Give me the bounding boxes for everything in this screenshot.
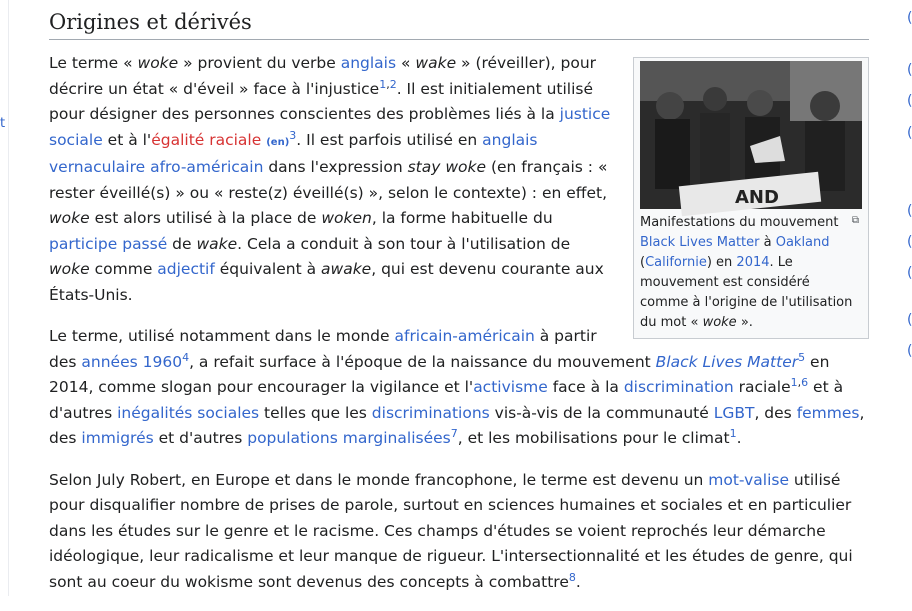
section-heading: Origines et dérivés [49, 5, 869, 40]
link-discrimination[interactable]: discrimination [623, 378, 734, 396]
reference-citation[interactable]: 1,2 [379, 77, 397, 91]
protest-photo[interactable] [640, 61, 862, 209]
right-sidebar-fragment[interactable]: ( [907, 10, 912, 26]
link-black-lives-matter-text[interactable]: Black Lives Matter [655, 352, 799, 371]
right-sidebar-edge [906, 0, 910, 596]
link-lgbt[interactable]: LGBT [713, 403, 755, 422]
reference-citation[interactable]: 7 [450, 426, 458, 440]
link-africain-americain[interactable]: africain-américain [394, 327, 535, 345]
right-sidebar-fragment[interactable]: ( [907, 125, 912, 141]
link-californie[interactable]: Californie [645, 255, 707, 270]
reference-citation[interactable]: 8 [568, 570, 576, 584]
right-sidebar-fragment[interactable]: ( [907, 62, 912, 78]
link-2014[interactable]: 2014 [736, 255, 770, 270]
right-sidebar-fragment[interactable]: ( [907, 93, 912, 109]
right-sidebar-fragment[interactable]: ( [907, 234, 912, 250]
link-anglais-vernaculaire[interactable]: anglais vernaculaire afro-américain [49, 130, 538, 176]
reference-citation[interactable]: 5 [798, 350, 806, 364]
left-sidebar-edge [0, 0, 9, 596]
link-oakland[interactable]: Oakland [775, 235, 830, 250]
paragraph-usage: Le terme, utilisé notamment dans le monde africain-américain à partir des années 1960$^4$, a refait surface à l'époque de la naissance du mouvement Black Lives Matter$^5$ en 2014, comme slogan pour encourager la vigilance et l'activisme face à la discrimination raciale$^{1,6}$ et à d'autres inégalités sociales telles que les discriminations vis-à-vis de la communauté LGBT, des femmes, des immigrés et d'autres populations marginalisées$^7$, et les mobilisations pour le climat$^1$. [49, 327, 865, 447]
link-egalite-raciale[interactable]: égalité raciale [151, 130, 262, 149]
reference-citation[interactable]: 1,6 [790, 375, 809, 389]
link-inegalites-sociales[interactable]: inégalités sociales [117, 403, 260, 422]
link-en-interlanguage[interactable]: (en) [266, 136, 290, 148]
link-participe-passe[interactable]: participe passé [49, 234, 168, 253]
link-mot-valise[interactable]: mot-valise [708, 470, 789, 489]
right-sidebar-fragment[interactable]: ( [907, 203, 912, 219]
link-femmes[interactable]: femmes [796, 403, 860, 422]
paragraph-origin: Le terme « woke » provient du verbe anglais « wake » (réveiller), pour décrire un état « d'éveil » face à l'injustice$^{1,2}$. Il est initialement utilisé pour désigner des personnes conscientes des problèmes liés à la justice sociale et à l'égalité raciale (en)$^3$. Il est parfois utilisé en anglais vernaculaire afro-américain dans l'expression stay woke (en français : « rester éveillé(s) » ou « reste(z) éveillé(s) », selon le contexte) : en effet, woke est alors utilisé à la place de woken, la forme habituelle du participe passé de wake. Cela a conduit à son tour à l'utilisation de woke comme adjectif équivalent à awake, qui est devenu courante aux États-Unis. [49, 54, 611, 304]
link-anglais[interactable]: anglais [340, 54, 397, 72]
right-sidebar-fragment[interactable]: ( [907, 312, 912, 328]
link-adjectif[interactable]: adjectif [157, 260, 215, 278]
paragraph-europe: Selon July Robert, en Europe et dans le monde francophone, le terme est devenu un mot-valise utilisé pour disqualifier nombre de prises de parole, surtout en sciences humaines et sociales et en particulier dans les études sur le genre et le racisme. Ces champs d'études se voient reprochés leur démarche idéologique, leur radicalisme et leur manque de rigueur. L'intersectionnalité et les études de genre, qui sont au coeur du wokisme sont devenus des concepts à combattre$^8$. [49, 470, 853, 591]
figure-thumbnail [633, 57, 869, 339]
right-sidebar-fragment[interactable]: ( [907, 343, 912, 359]
link-discriminations[interactable]: discriminations [371, 403, 490, 422]
magnify-icon[interactable]: ⧉ [851, 215, 859, 226]
reference-citation[interactable]: 1 [729, 426, 737, 440]
link-populations-marginalisees[interactable]: populations marginalisées [247, 429, 451, 447]
left-sidebar-link-fragment[interactable]: t [0, 116, 6, 131]
figure-caption: ⧉ Manifestations du mouvement Black Lives Matter à Oakland (Californie) en 2014. Le mouvement est considéré comme à l'origine de l'utilisation du mot « woke ». [637, 209, 865, 335]
svg-text:AND: AND [735, 187, 779, 208]
link-activisme[interactable]: activisme [473, 378, 548, 396]
right-sidebar-fragment[interactable]: ( [907, 265, 912, 281]
article-content [49, 51, 869, 611]
reference-citation[interactable]: 3 [289, 128, 297, 142]
link-annees-1960[interactable]: années 1960 [81, 352, 183, 371]
link-justice-sociale[interactable]: justice sociale [49, 105, 611, 149]
link-black-lives-matter[interactable]: Black Lives Matter [640, 235, 760, 250]
reference-citation[interactable]: 4 [182, 350, 190, 364]
link-immigres[interactable]: immigrés [81, 429, 154, 447]
